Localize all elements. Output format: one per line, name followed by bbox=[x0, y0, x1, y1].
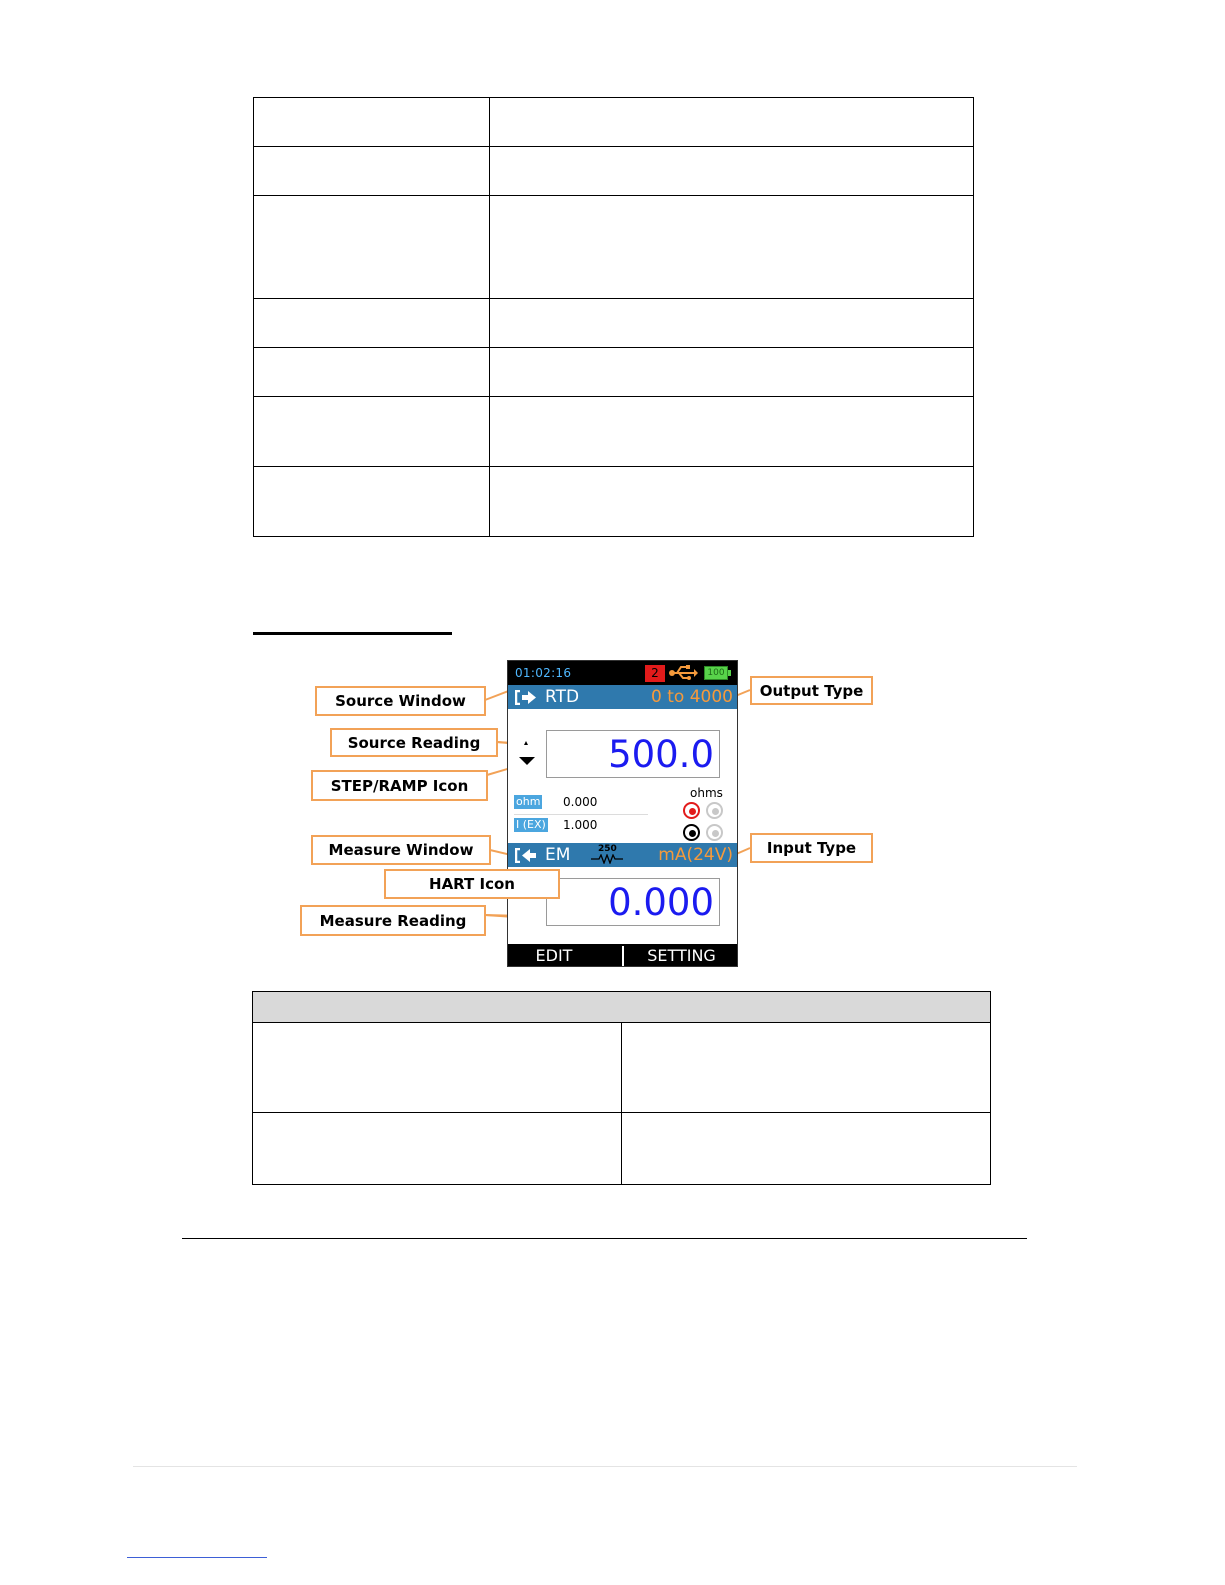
source-output-icon bbox=[515, 690, 537, 705]
table-cell bbox=[490, 467, 974, 537]
edit-softkey[interactable]: EDIT bbox=[535, 946, 573, 965]
callout-measure-window: Measure Window bbox=[311, 835, 491, 865]
table-cell bbox=[490, 196, 974, 299]
table-row bbox=[253, 1113, 991, 1185]
callout-hart-icon: HART Icon bbox=[384, 869, 560, 899]
measure-function-label: EM bbox=[545, 845, 571, 865]
table-cell bbox=[490, 348, 974, 397]
source-reading-box bbox=[546, 730, 720, 778]
battery-tip bbox=[728, 670, 731, 676]
heading-underline bbox=[253, 632, 452, 635]
callout-input-type: Input Type bbox=[750, 833, 873, 863]
softkey-bar bbox=[508, 944, 738, 967]
table-header-row bbox=[253, 992, 991, 1023]
status-badge: 2 bbox=[645, 665, 665, 682]
table-cell bbox=[254, 467, 490, 537]
table-header-cell bbox=[253, 992, 991, 1023]
table-cell bbox=[490, 98, 974, 147]
measure-window-bar[interactable] bbox=[508, 843, 738, 867]
table-cell bbox=[254, 397, 490, 467]
table-cell bbox=[490, 147, 974, 196]
top-table bbox=[253, 97, 974, 537]
terminal-dot-grey bbox=[706, 824, 723, 841]
param-divider bbox=[514, 814, 648, 815]
callout-measure-reading: Measure Reading bbox=[300, 905, 486, 936]
table-cell bbox=[254, 196, 490, 299]
param-label-ohm: ohm bbox=[516, 795, 541, 808]
terminal-dot-grey bbox=[706, 802, 723, 819]
bottom-table bbox=[252, 991, 991, 1185]
callout-source-reading: Source Reading bbox=[330, 728, 498, 757]
source-reading: 500.0 bbox=[608, 733, 714, 776]
table-row bbox=[253, 1023, 991, 1113]
table-cell bbox=[254, 299, 490, 348]
table-row bbox=[254, 299, 974, 348]
unit-label: ohms bbox=[690, 786, 723, 800]
table-row bbox=[254, 467, 974, 537]
step-down-icon[interactable] bbox=[519, 757, 535, 765]
measure-input-icon bbox=[515, 848, 537, 863]
hart-resistor-value: 250 bbox=[598, 844, 617, 854]
table-row bbox=[254, 196, 974, 299]
param-value-excitation: 1.000 bbox=[563, 818, 598, 832]
table-cell bbox=[253, 1023, 622, 1113]
device-screen bbox=[507, 660, 738, 967]
table-cell bbox=[254, 348, 490, 397]
table-row bbox=[254, 98, 974, 147]
output-type-label: 0 to 4000 bbox=[651, 687, 733, 707]
input-type-label: mA(24V) bbox=[658, 845, 733, 865]
battery-icon: 100 bbox=[704, 666, 728, 680]
table-row bbox=[254, 348, 974, 397]
footer-link-underline bbox=[127, 1557, 267, 1558]
table-cell bbox=[254, 98, 490, 147]
table-row bbox=[254, 397, 974, 467]
status-time: 01:02:16 bbox=[515, 666, 572, 680]
step-up-icon[interactable] bbox=[524, 741, 528, 745]
table-row bbox=[254, 147, 974, 196]
table-cell bbox=[253, 1113, 622, 1185]
terminal-dot-black bbox=[683, 824, 700, 841]
table-cell bbox=[254, 147, 490, 196]
status-bar bbox=[508, 661, 738, 685]
source-window-bar[interactable] bbox=[508, 685, 738, 709]
callout-source-window: Source Window bbox=[315, 686, 486, 716]
measure-reading: 0.000 bbox=[608, 881, 714, 924]
param-label-excitation: I (EX) bbox=[516, 818, 546, 831]
footer-divider bbox=[133, 1466, 1077, 1467]
terminal-dot-red bbox=[683, 802, 700, 819]
table-cell bbox=[490, 299, 974, 348]
table-cell bbox=[622, 1023, 991, 1113]
usb-icon bbox=[668, 663, 698, 683]
callout-step-ramp-icon: STEP/RAMP Icon bbox=[311, 770, 488, 801]
callout-output-type: Output Type bbox=[750, 676, 873, 705]
table-cell bbox=[622, 1113, 991, 1185]
hart-resistor-icon bbox=[591, 854, 623, 864]
measure-reading-box bbox=[546, 878, 720, 926]
param-value-ohm: 0.000 bbox=[563, 795, 598, 809]
section-divider bbox=[182, 1238, 1027, 1239]
setting-softkey[interactable]: SETTING bbox=[647, 946, 716, 965]
table-cell bbox=[490, 397, 974, 467]
source-function-label: RTD bbox=[545, 687, 580, 707]
